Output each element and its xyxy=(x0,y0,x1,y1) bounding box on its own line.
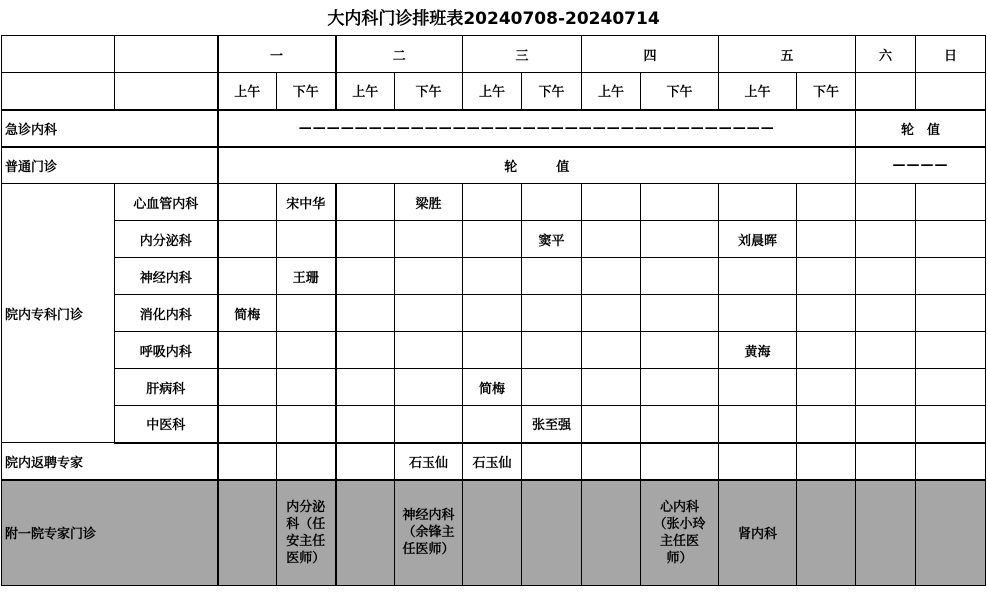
corner-cell xyxy=(2,36,115,73)
schedule-cell: 心内科（张小玲主任医师） xyxy=(653,499,706,566)
day-header-sun: 日 xyxy=(916,36,986,73)
period-header-row xyxy=(2,73,986,110)
table-row xyxy=(2,295,986,332)
row-label: 肝病科 xyxy=(115,369,218,406)
period-pm: 下午 xyxy=(277,73,336,110)
row-label: 呼吸内科 xyxy=(115,332,218,369)
period-am: 上午 xyxy=(463,73,522,110)
schedule-cell: 石玉仙 xyxy=(395,443,463,480)
period-blank xyxy=(916,73,986,110)
table-row xyxy=(2,406,986,443)
period-pm: 下午 xyxy=(797,73,856,110)
day-header-thu: 四 xyxy=(582,36,719,73)
emergency-weekend: 轮 值 xyxy=(856,110,986,147)
schedule-cell: 神经内科（余锋主任医师） xyxy=(402,508,455,558)
period-am: 上午 xyxy=(719,73,797,110)
period-pm: 下午 xyxy=(522,73,582,110)
row-label: 中医科 xyxy=(115,406,218,443)
table-row xyxy=(2,221,986,258)
corner-cell xyxy=(115,73,218,110)
period-blank xyxy=(856,73,916,110)
schedule-cell: 梁胜 xyxy=(395,184,463,221)
day-header-mon: 一 xyxy=(218,36,336,73)
day-header-tue: 二 xyxy=(336,36,463,73)
corner-cell xyxy=(2,73,115,110)
day-header-sat: 六 xyxy=(856,36,916,73)
schedule-cell: 简梅 xyxy=(463,369,522,406)
row-label-affiliate: 附一院专家门诊 xyxy=(2,480,218,586)
general-weekend: ———— xyxy=(856,147,986,184)
table-row xyxy=(2,369,986,406)
rehire-row xyxy=(2,443,986,480)
period-pm: 下午 xyxy=(641,73,719,110)
schedule-cell: 肾内科 xyxy=(719,480,797,586)
row-label: 内分泌科 xyxy=(115,221,218,258)
day-header-fri: 五 xyxy=(719,36,856,73)
row-label-general: 普通门诊 xyxy=(2,147,218,184)
schedule-cell: 窦平 xyxy=(522,221,582,258)
table-row xyxy=(2,184,986,221)
corner-cell xyxy=(115,36,218,73)
page-title: 大内科门诊排班表20240708-20240714 xyxy=(327,9,660,29)
affiliate-row xyxy=(2,480,986,586)
row-label-rehire: 院内返聘专家 xyxy=(2,443,218,480)
row-label: 消化内科 xyxy=(115,295,218,332)
general-row xyxy=(2,147,986,184)
schedule-cell: 刘晨晖 xyxy=(719,221,797,258)
schedule-cell: 内分泌科（任安主任医师） xyxy=(286,499,326,566)
row-label-emergency: 急诊内科 xyxy=(2,110,218,147)
period-am: 上午 xyxy=(218,73,277,110)
schedule-cell: 宋中华 xyxy=(277,184,336,221)
day-header-wed: 三 xyxy=(463,36,582,73)
row-label: 心血管内科 xyxy=(115,184,218,221)
row-label: 神经内科 xyxy=(115,258,218,295)
schedule-cell: 石玉仙 xyxy=(463,443,522,480)
schedule-table xyxy=(1,35,986,586)
schedule-cell: 王珊 xyxy=(277,258,336,295)
period-am: 上午 xyxy=(336,73,395,110)
period-am: 上午 xyxy=(582,73,641,110)
general-weekday-span: 轮 值 xyxy=(218,147,856,184)
schedule-cell: 张至强 xyxy=(522,406,582,443)
row-group-specialty: 院内专科门诊 xyxy=(2,184,115,443)
period-pm: 下午 xyxy=(395,73,463,110)
table-row xyxy=(2,258,986,295)
day-header-row xyxy=(2,36,986,73)
table-row xyxy=(2,332,986,369)
emergency-weekday-span: —————————————————————————————————— xyxy=(218,110,856,147)
schedule-cell: 黄海 xyxy=(719,332,797,369)
schedule-cell: 简梅 xyxy=(218,295,277,332)
emergency-row xyxy=(2,110,986,147)
